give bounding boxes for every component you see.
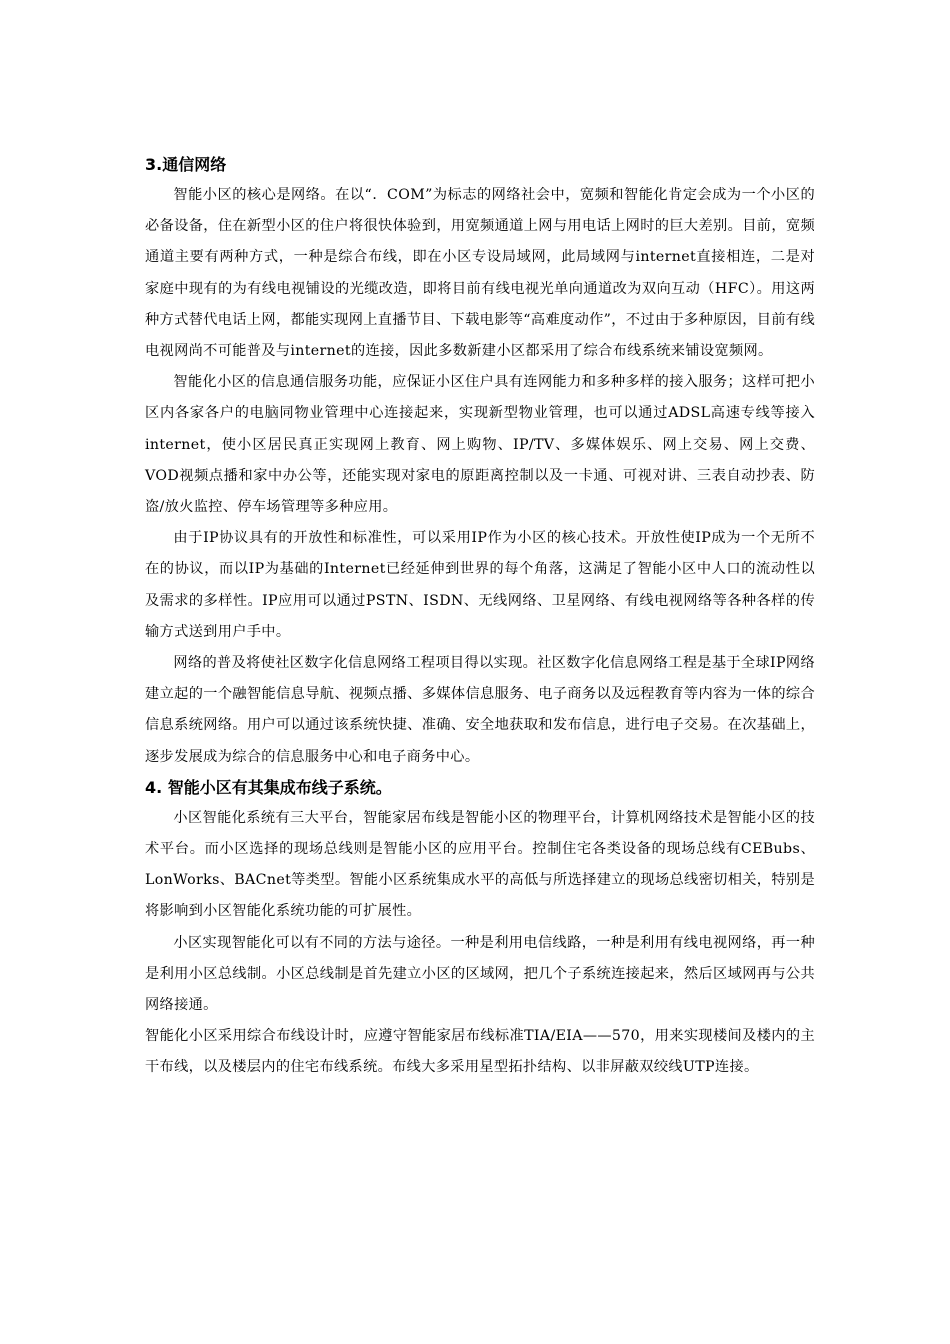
section-4-paragraph-1: 小区智能化系统有三大平台，智能家居布线是智能小区的物理平台，计算机网络技术是智能小区的技术平台。而小区选择的现场总线则是智能小区的应用平台。控制住宅各类设备的现场总线有CEBubs、LonWorks、BACnet等类型。智能小区系统集成水平的高低与所选择建立的现场总线密切相关，特别是将影响到小区智能化系统功能的可扩展性。 — [145, 809, 815, 920]
section-3-paragraph-2: 智能化小区的信息通信服务功能，应保证小区住户具有连网能力和多种多样的接入服务；这样可把小区内各家各户的电脑同物业管理中心连接起来，实现新型物业管理，也可以通过ADSL高速专线等接入internet，使小区居民真正实现网上教育、网上购物、IP/TV、多媒体娱乐、网上交易、网上交费、VOD视频点播和家中办公等，还能实现对家电的原距离控制以及一卡通、可视对讲、三表自动抄表、防盗/放火监控、停车场管理等多种应用。 — [145, 374, 815, 516]
document-body — [145, 150, 815, 1084]
section-4-final-paragraph: 智能化小区采用综合布线设计时，应遵守智能家居布线标准TIA/EIA——570，用来实现楼间及楼内的主干布线，以及楼层内的住宅布线系统。布线大多采用星型拓扑结构、以非屏蔽双绞线UTP连接。 — [145, 1028, 815, 1076]
section-4-heading: 4. 智能小区有其集成布线子系统。 — [145, 777, 392, 797]
section-3-paragraph-4: 网络的普及将使社区数字化信息网络工程项目得以实现。社区数字化信息网络工程是基于全球IP网络建立起的一个融智能信息导航、视频点播、多媒体信息服务、电子商务以及远程教育等内容为一体的综合信息系统网络。用户可以通过该系统快捷、准确、安全地获取和发布信息，进行电子交易。在次基础上，逐步发展成为综合的信息服务中心和电子商务中心。 — [145, 655, 815, 765]
section-4-paragraph-2: 小区实现智能化可以有不同的方法与途径。一种是利用电信线路，一种是利用有线电视网络，再一种是利用小区总线制。小区总线制是首先建立小区的区域网，把几个子系统连接起来，然后区域网再与公共网络接通。 — [145, 934, 815, 1014]
section-3-heading: 3.通信网络 — [145, 155, 227, 174]
section-3-paragraph-1: 智能小区的核心是网络。在以“．COM”为标志的网络社会中，宽频和智能化肯定会成为一个小区的必备设备，住在新型小区的住户将很快体验到，用宽频通道上网与用电话上网时的巨大差别。目前，宽频通道主要有两种方式，一种是综合布线，即在小区专设局域网，此局域网与internet直接相连，二是对家庭中现有的为有线电视铺设的光缆改造，即将目前有线电视光单向通道改为双向互动（HFC）。用这两种方式替代电话上网，都能实现网上直播节目、下载电影等“高难度动作”，不过由于多种原因，目前有线电视网尚不可能普及与internet的连接，因此多数新建小区都采用了综合布线系统来铺设宽频网。 — [145, 187, 815, 360]
section-3-paragraph-3: 由于IP协议具有的开放性和标准性，可以采用IP作为小区的核心技术。开放性使IP成为一个无所不在的协议，而以IP为基础的Internet已经延伸到世界的每个角落，这满足了智能小区中人口的流动性以及需求的多样性。IP应用可以通过PSTN、ISDN、无线网络、卫星网络、有线电视网络等各种各样的传输方式送到用户手中。 — [145, 530, 815, 640]
